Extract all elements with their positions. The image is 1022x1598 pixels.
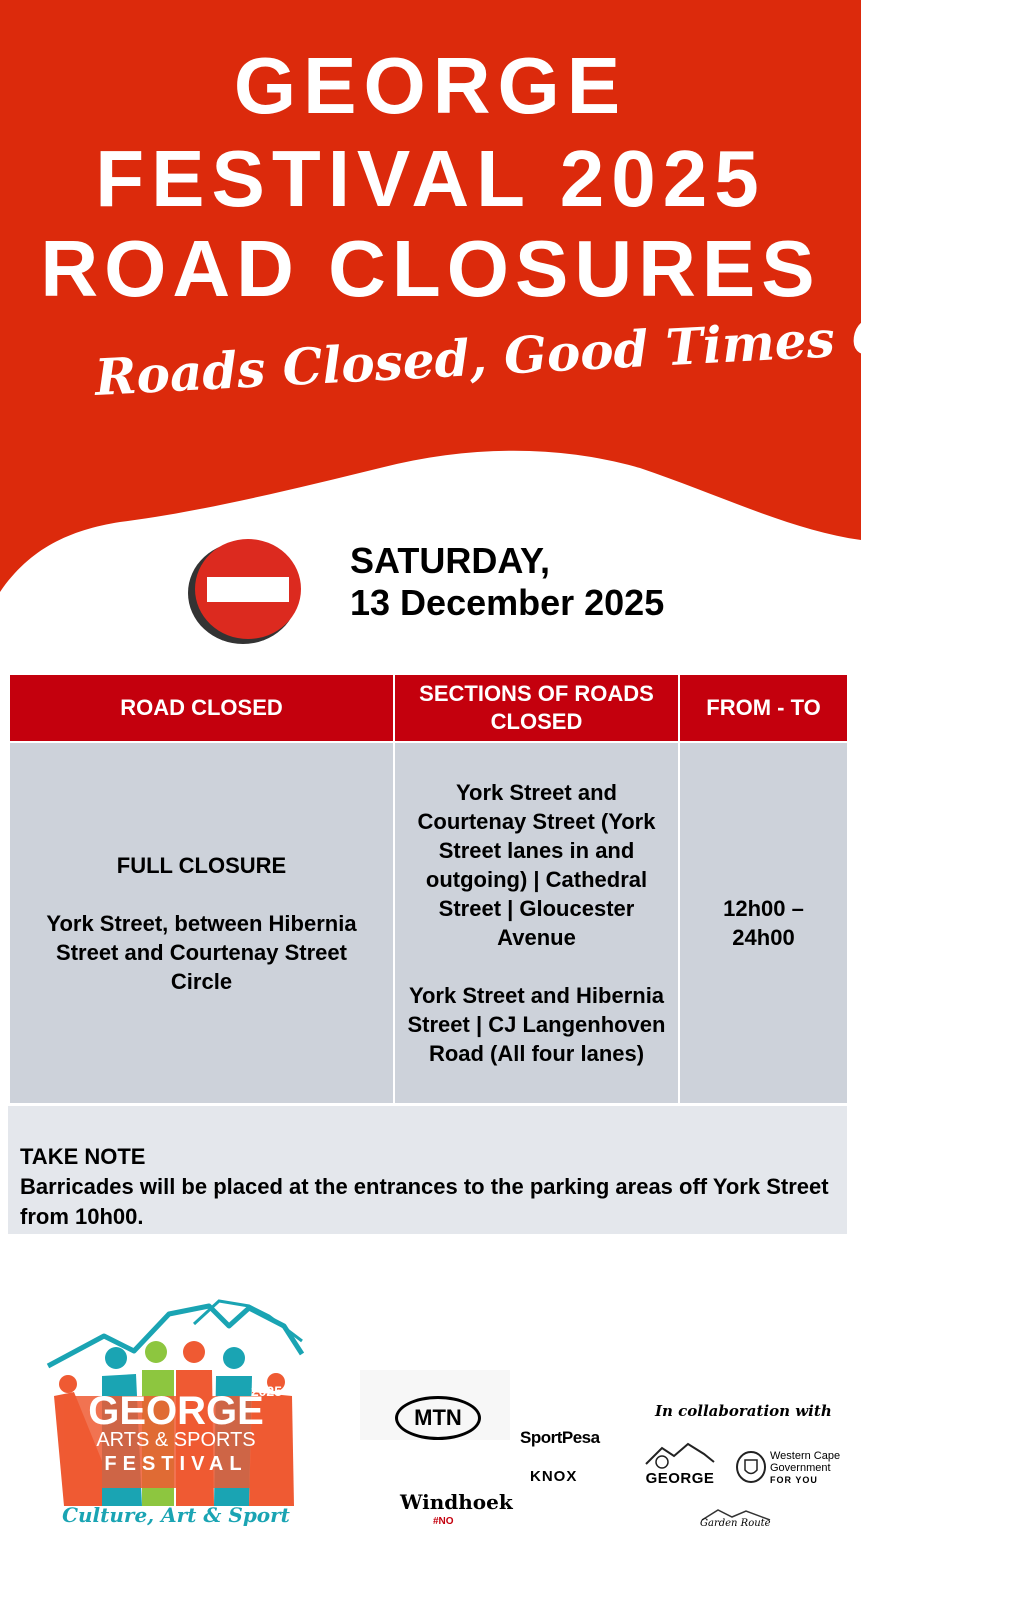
george-municipality-name: GEORGE [645,1470,715,1487]
hero-banner [0,0,1022,600]
title-line-2: FESTIVAL 2025 [95,134,766,223]
note-heading: TAKE NOTE [20,1144,146,1169]
no-entry-icon [186,535,304,645]
road-closure-table [8,673,849,1105]
festival-logo [44,1296,319,1556]
wc-line-2: Government [770,1462,831,1474]
festival-logo-name: GEORGE [88,1389,264,1433]
section-2: York Street and Hibernia Street | CJ Langenhoven Road (All four lanes) [407,983,666,1066]
closed-road: York Street, between Hibernia Street and Courtenay Street Circle [46,910,357,994]
table-row [9,742,848,1104]
wc-line-3: FOR YOU [770,1475,818,1485]
collaboration-label: In collaboration with [655,1402,832,1420]
section-1: York Street and Courtenay Street (York Street lanes in and outgoing) | Cathedral Street | Gloucester Avenue [417,780,656,950]
closure-type: FULL CLOSURE [116,852,287,878]
tagline: Roads Closed, Good Times Open! [93,299,1022,407]
windhoek-logo: Windhoek [400,1490,513,1514]
header-from-to: FROM - TO [679,674,848,742]
note-text: Barricades will be placed at the entrances to the parking areas off York Street from 10h00. [20,1174,829,1229]
festival-logo-year: 2025 [250,1383,282,1399]
header-road-closed: ROAD CLOSED [9,674,394,742]
sections-cell [394,742,679,1104]
header-sections: SECTIONS OF ROADS CLOSED [394,674,679,742]
take-note-box [8,1106,847,1234]
title-line-3: ROAD CLOSURES [40,224,821,313]
event-date [350,540,664,624]
western-cape-government-logo [770,1450,840,1486]
knox-logo: KNOX [530,1468,578,1485]
road-closed-cell [9,742,394,1104]
windhoek-tag: #NO [433,1516,454,1527]
event-day: SATURDAY, [350,540,551,581]
sportpesa-logo: SportPesa [520,1428,600,1447]
garden-route-name: Garden Route [700,1518,771,1529]
festival-logo-subtitle: ARTS & SPORTS [96,1429,256,1451]
festival-logo-tagline: Culture, Art & Sport [62,1503,290,1527]
western-cape-crest-icon [735,1450,767,1484]
wc-line-1: Western Cape [770,1450,841,1462]
title-line-1: GEORGE [233,41,628,130]
table-header-row [9,674,848,742]
time-cell [679,742,848,1104]
festival-logo-festival-word: FESTIVAL [104,1453,248,1475]
closure-time: 12h00 – 24h00 [723,896,804,950]
george-municipality-logo [644,1440,716,1498]
event-date-value: 13 December 2025 [350,582,665,623]
mtn-logo: MTN [395,1396,481,1440]
